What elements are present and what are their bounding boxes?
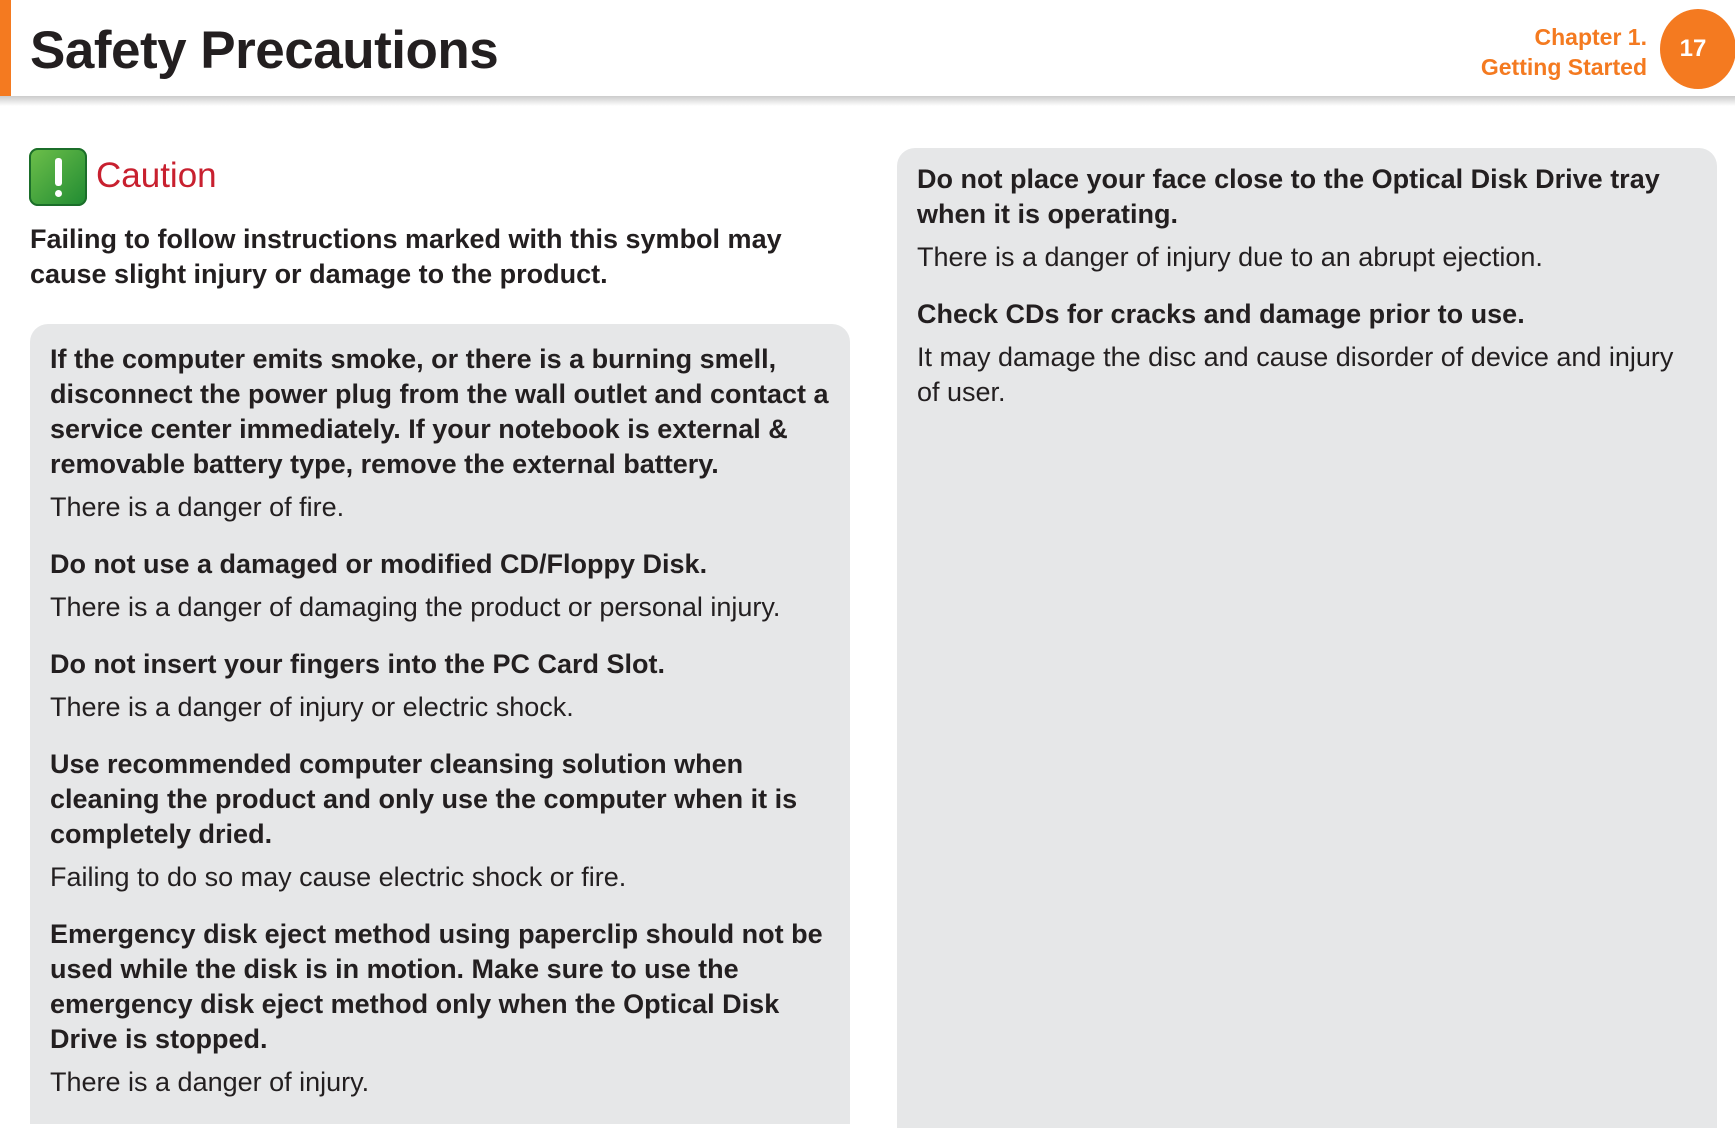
item-body: There is a danger of injury.: [50, 1067, 370, 1097]
item-body: There is a danger of damaging the product or personal injury.: [50, 592, 781, 622]
header-divider: [0, 96, 1735, 106]
chapter-number: Chapter 1.: [1534, 24, 1647, 50]
item-body: There is a danger of injury due to an abrupt ejection.: [917, 242, 1543, 272]
item-heading: Use recommended computer cleansing solution when cleaning the product and only use the computer when it is completely dried.: [50, 749, 798, 849]
item-heading: Do not use a damaged or modified CD/Floppy Disk.: [50, 549, 708, 579]
caution-item: [50, 747, 830, 895]
caution-intro: Failing to follow instructions marked with this symbol may cause slight injury or damage to the product.: [30, 224, 782, 289]
caution-item: [50, 917, 830, 1100]
page-title: Safety Precautions: [30, 21, 499, 80]
caution-item: [917, 162, 1697, 275]
item-heading: Do not insert your fingers into the PC Card Slot.: [50, 649, 666, 679]
item-heading: If the computer emits smoke, or there is a burning smell, disconnect the power plug from the wall outlet and contact a service center immediately. If your notebook is external & removable battery type, remove the external battery.: [50, 344, 829, 479]
item-body: There is a danger of fire.: [50, 492, 345, 522]
caution-item: [50, 342, 830, 525]
item-body: It may damage the disc and cause disorder of device and injury of user.: [917, 342, 1674, 407]
chapter-name: Getting Started: [1480, 54, 1647, 80]
item-body: Failing to do so may cause electric shock or fire.: [50, 862, 627, 892]
caution-label: Caution: [96, 156, 217, 195]
caution-panel-left: [30, 324, 850, 1124]
caution-panel-right: [897, 148, 1717, 1128]
chapter-label: [1481, 22, 1647, 82]
exclamation-icon: [29, 148, 87, 206]
item-heading: Emergency disk eject method using paperclip should not be used while the disk is in motion. Make sure to use the emergency disk eject method only when the Optical Disk Drive is stopped.: [50, 919, 823, 1054]
caution-item: [917, 297, 1697, 410]
item-heading: Do not place your face close to the Optical Disk Drive tray when it is operating.: [917, 164, 1660, 229]
caution-item: [50, 647, 830, 725]
caution-item: [50, 547, 830, 625]
item-heading: Check CDs for cracks and damage prior to use.: [917, 299, 1525, 329]
item-body: There is a danger of injury or electric shock.: [50, 692, 574, 722]
page-number-badge: 17: [1660, 9, 1735, 89]
header-accent-bar: [0, 0, 11, 96]
